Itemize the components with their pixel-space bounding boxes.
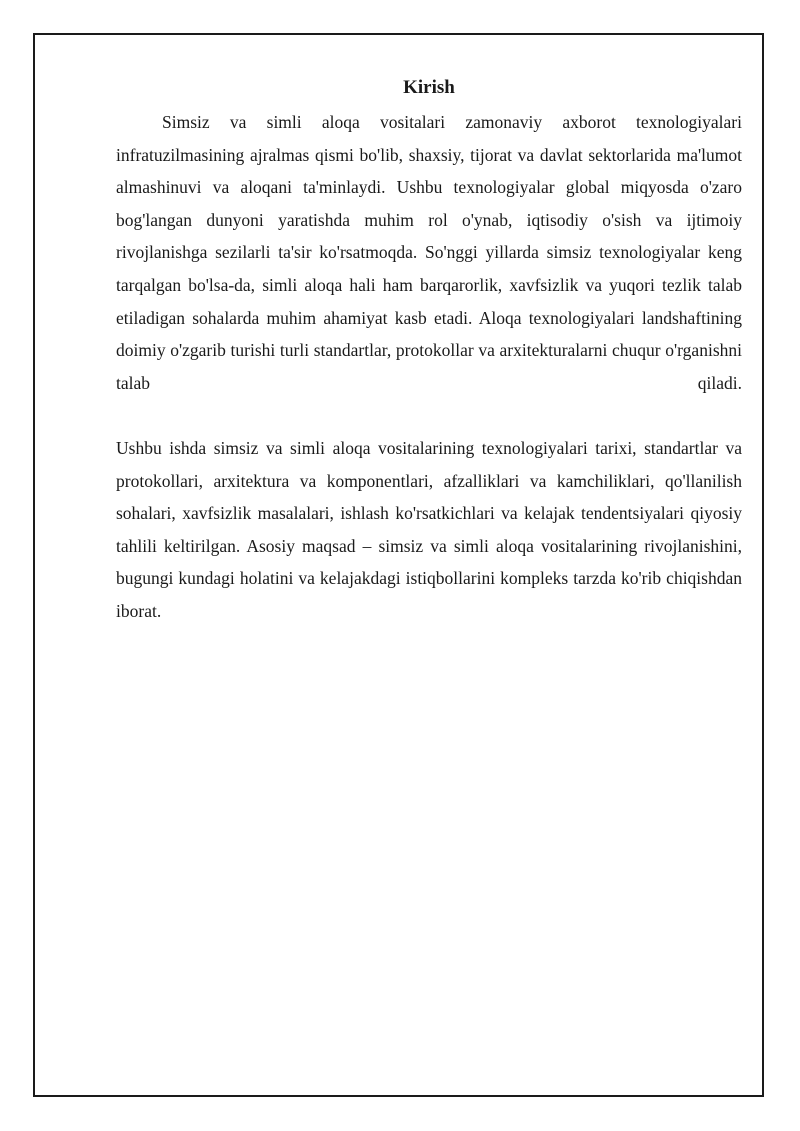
paragraph-objective: Ushbu ishda simsiz va simli aloqa vositalarining texnologiyalari tarixi, standartlar va protokollari, arxitektura va komponentlari, afzalliklari va kamchiliklari, qo'llanilish sohalari, xavfsizlik masalalari, ishlash ko'rsatkichlari va kelajak tendentsiyalari qiyosiy tahlili keltirilgan. Asosiy maqsad – simsiz va simli aloqa vositalarining rivojlanishini, bugungi kundagi holatini va kelajakdagi istiqbollarini kompleks tarzda ko'rib chiqishdan iborat. xyxy=(116,437,742,621)
document-body xyxy=(116,106,742,628)
paragraph-introduction: Simsiz va simli aloqa vositalari zamonaviy axborot texnologiyalari infratuzilmasining ajralmas qismi bo'lib, shaxsiy, tijorat va davlat sektorlarida ma'lumot almashinuvi va aloqani ta'minlaydi. Ushbu texnologiyalar global miqyosda o'zaro bog'langan dunyoni yaratishda muhim rol o'ynab, iqtisodiy o'sish va ijtimoiy rivojlanishga sezilarli ta'sir ko'rsatmoqda. So'nggi yillarda simsiz texnologiyalar keng tarqalgan bo'lsa-da, simli aloqa hali ham barqarorlik, xavfsizlik va yuqori tezlik talab etiladigan sohalarda muhim ahamiyat kasb etadi. Aloqa texnologiyalari landshaftining doimiy o'zgarib turishi turli standartlar, protokollar va arxitekturalarni chuqur o'rganishni talab qiladi. xyxy=(116,112,742,393)
page-title: Kirish xyxy=(403,77,455,98)
